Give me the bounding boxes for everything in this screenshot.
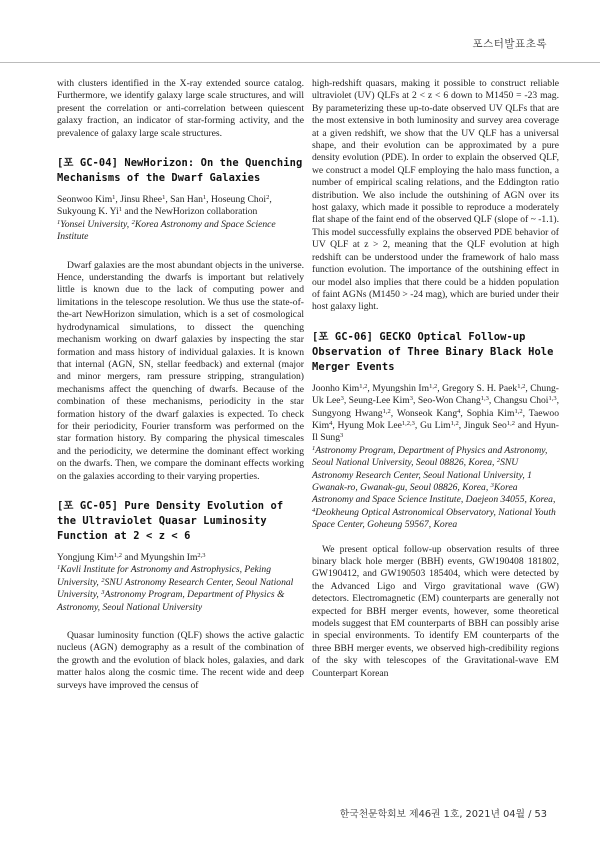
gc04-authors: Seonwoo Kim$^1$, Jinsu Rhee$^1$, San Han$^1$, Hoseung Choi$^2$, Sukyoung K. Yi$^1$ and the NewHorizon collaboration xyxy=(57,194,272,218)
header-rule xyxy=(0,62,600,63)
gc04-title: [포 GC-04] NewHorizon: On the Quenching Mechanisms of the Dwarf Galaxies xyxy=(57,157,303,185)
gc05-authors: Yongjung Kim$^{1,2}$ and Myungshin Im$^{2,3}$ xyxy=(57,551,206,563)
gc06-affiliations: $^1$Astronomy Program, Department of Physics and Astronomy, Seoul National University, Seoul 08826, Korea, $^2$SNU Astronomy Research Center, Seoul National University, 1 Gwanak-ro, Gwanak-gu, Seoul 08826, Korea, $^3$Korea Astronomy and Space Science Institute, Daejeon 34055, Korea, $^4$Deokheung Optical Astronomical Observatory, National Youth Space Center, Goheung 59567, Korea xyxy=(312,444,556,531)
gc06-abstract: We present optical follow-up observation results of three binary black hole merger (BBH) events, GW190408 181802, GW190412, and GW190503 185404, which were detected by the Advanced Ligo and Virgo gravitational wave (GW) detectors. Electromagnetic (EM) counterparts are generally not expected for BBH merger events, however, some theoretical models suggest that EM counterparts of BBH can possibly arise in special environments. To identify EM counterparts of the three BBH merger events, we observed high-credibility regions of the sky with telescopes of the Gravitational-wave EM Counterpart Korean xyxy=(312,543,559,679)
gc04-abstract: Dwarf galaxies are the most abundant objects in the universe. Hence, understanding the dwarfs is important but relatively little is known due to the lack of computing power and limitations in the telescope resolution. We thus use the state-of-the-art NewHorizon simulation, which is a set of cosmological hydrodynamical simulations, to dissect the quenching mechanism working on dwarf galaxies by inspecting the star formation and mass history of individual galaxies. It is known that internal (AGN, SN, stellar feedback) and external (major and minor mergers, ram pressure stripping, strangulation) mechanisms affect the quenching of dwarfs. Because of the combination of these mechanisms, periodicity in the star formation history of the dwarf galaxies is expected. To check for their periodicity, Fourier transform was performed on the star formation history. By comparing the physical timescales and the periodicity, we determine the dominant effect working on the dwarfs. Then, we compare the dominant effects working on the galaxies according to their varying properties. xyxy=(57,259,304,482)
gc05-abstract: Quasar luminosity function (QLF) shows the active galactic nucleus (AGN) demography as a result of the combination of the growth and the evolution of black holes, galaxies, and dark matter halos along the cosmic time. The recent wide and deep surveys have improved the census of xyxy=(57,630,304,691)
gc06-authors: Joonho Kim$^{1,2}$, Myungshin Im$^{1,2}$, Gregory S. H. Paek$^{1,2}$, Chung-Uk Lee$^3$, Seung-Lee Kim$^3$, Seo-Won Chang$^{1,3}$, Changsu Choi$^{1,3}$, Sungyong Hwang$^{1,2}$, Wonseok Kang$^4$, Sophia Kim$^{1,2}$, Taewoo Kim$^4$, Hyung Mok Lee$^{1,2,3}$, Gu Lim$^{1,2}$, Jinguk Seo$^{1,2}$ and Hyun-Il Sung$^3$ xyxy=(312,382,559,444)
page-footer: 한국천문학회보 제46권 1호, 2021년 04월 / 53 xyxy=(339,809,547,820)
gc05-title: [포 GC-05] Pure Density Evolution of the Ultraviolet Quasar Luminosity Function at 2 < z < 6 xyxy=(57,499,284,542)
left-column xyxy=(57,78,304,692)
gc04-affiliations: $^1$Yonsei University, $^2$Korea Astronomy and Space Science Institute xyxy=(57,218,276,243)
gc05-abstract-continued: high-redshift quasars, making it possible to construct reliable ultraviolet (UV) QLFs at 2 < z < 6 down to M1450 = -23 mag. By parameterizing these up-to-date observed UV QLFs that are the most extensive in both luminosity and survey area coverage at a given redshift, we show that the UV QLF has a universal shape, and their evolution can be approximated by a pure density evolution (PDE). In order to explain the observed QLF, we construct a model QLF employing the halo mass function, a number of empirical scaling relations, and the Eddington ratio distribution. We also include the outshining of AGN over its host galaxy, which made it possible to reproduce a moderately flat shape of the faint end of the observed QLF (slope of ~ -1.1). This model successfully explains the observed PDE behavior of UV QLF at z > 2, meaning that the QLF evolution at high redshift can be understood under the framework of halo mass function evolution. The importance of the outshining effect in our model also implies that there could be a hidden population of faint AGNs (M1450 > -24 mag), which are buried under their host galaxy light. xyxy=(312,78,559,313)
intro-paragraph: with clusters identified in the X-ray extended source catalog. Furthermore, we identify galaxy large scale structures, and will present the correlation or anti-correlation between quiescent galaxy fraction, an indicator of star-forming activity, and the prevalence of galaxy large scale structures. xyxy=(57,78,304,139)
gc06-title: [포 GC-06] GECKO Optical Follow-up Observation of Three Binary Black Hole Merger Events xyxy=(312,330,554,373)
section-header: 포스터발표초록 xyxy=(472,38,547,50)
gc05-affiliations: $^1$Kavli Institute for Astronomy and Astrophysics, Peking University, $^2$SNU Astronomy Research Center, Seoul National University, $^3$Astronomy Program, Department of Physics & Astronomy, Seoul National University xyxy=(57,564,294,613)
right-column xyxy=(312,78,559,680)
